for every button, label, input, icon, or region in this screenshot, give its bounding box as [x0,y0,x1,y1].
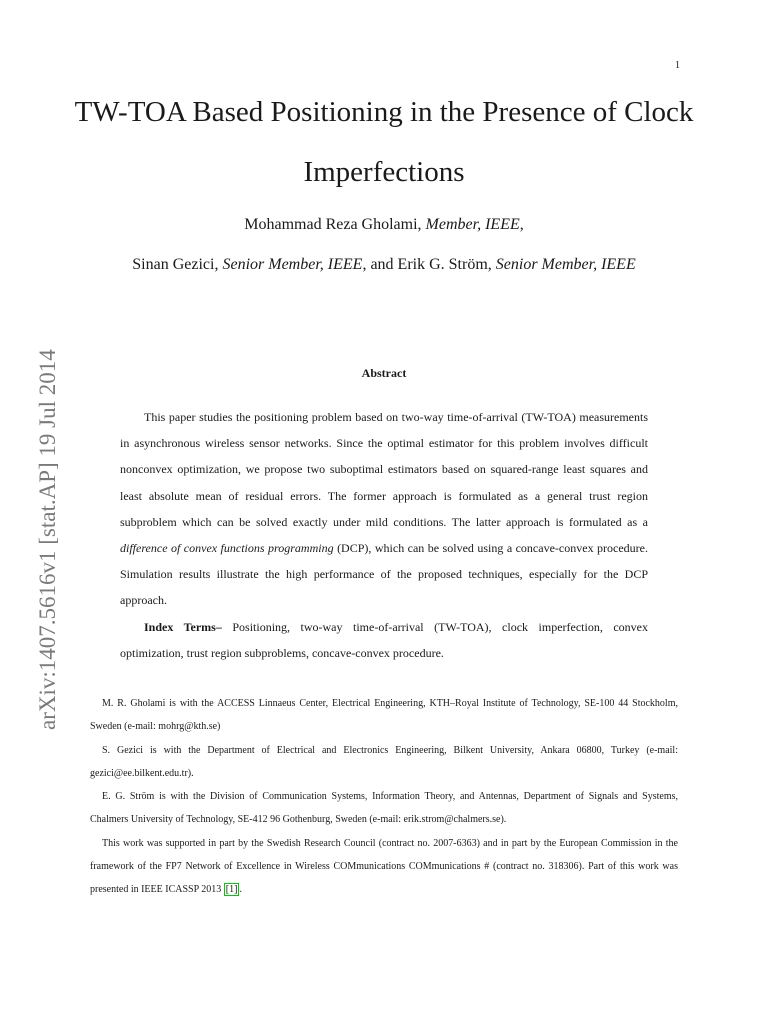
author-separator: , [519,216,524,233]
author-name: Sinan Gezici, [132,256,219,273]
abstract-paragraph [120,404,648,614]
author-name: Mohammad Reza Gholami, [244,216,422,233]
footnote-gholami: M. R. Gholami is with the ACCESS Linnaeus Center, Electrical Engineering, KTH–Royal Institute of Technology, SE-100 44 Stockholm, Sweden (e-mail: mohrg@kth.se) [90,698,678,733]
abstract-heading: Abstract [361,366,407,380]
author-name: , and Erik G. Ström, [362,256,492,273]
paper-title: TW-TOA Based Positioning in the Presence of Clock Imperfections [74,96,694,188]
author-role: Member, IEEE [425,216,520,233]
author-line-1 [60,205,708,245]
index-terms-label: Index Terms– [144,619,222,634]
author-block [60,205,708,285]
funding-end: . [239,884,242,896]
index-terms-text: Positioning, two-way time-of-arrival (TW-TOA), clock imperfection, convex optimization, trust region subproblems, concave-convex procedure. [120,619,648,660]
abstract-emphasis: difference of convex functions programming [120,541,334,556]
page-number: 1 [675,60,680,71]
author-line-2 [60,245,708,285]
footnote-gezici: S. Gezici is with the Department of Electrical and Electronics Engineering, Bilkent University, Ankara 06800, Turkey (e-mail: gezici@ee.bilkent.edu.tr). [90,744,678,779]
citation-link[interactable]: [1] [225,884,238,896]
footnote-funding [90,832,678,902]
funding-text: This work was supported in part by the Swedish Research Council (contract no. 2007-6363) and in part by the European Commission in the framework of the FP7 Network of Excellence in Wireless COMmunications COMmunications # (contract no. 318306). Part of this work was presented in IEEE ICASSP 2013 [90,837,678,896]
index-terms [120,614,648,666]
author-role: Senior Member, IEEE [222,256,363,273]
abstract-text: (DCP), which can be solved using a concave-convex procedure. Simulation results illustrate the high performance of the proposed techniques, especially for the DCP approach. [120,541,648,608]
footnote-strom: E. G. Ström is with the Division of Communication Systems, Information Theory, and Antennas, Department of Signals and Systems, Chalmers University of Technology, SE-412 96 Gothenburg, Sweden (e-mail: erik.strom@chalmers.se). [90,791,678,826]
abstract-body [120,404,648,666]
abstract-text: This paper studies the positioning problem based on two-way time-of-arrival (TW-TOA) measurements in asynchronous wireless sensor networks. Since the optimal estimator for this problem involves difficult nonconvex optimization, we propose two suboptimal estimators based on squared-range least squares and least absolute mean of residual errors. The former approach is formulated as a general trust region subproblem which can be solved exactly under mild conditions. The latter approach is formulated as a [120,410,648,529]
arxiv-identifier-stamp: arXiv:1407.5616v1 [stat.AP] 19 Jul 2014 [35,349,60,730]
author-role: Senior Member, IEEE [495,256,636,273]
footnotes [90,692,678,902]
